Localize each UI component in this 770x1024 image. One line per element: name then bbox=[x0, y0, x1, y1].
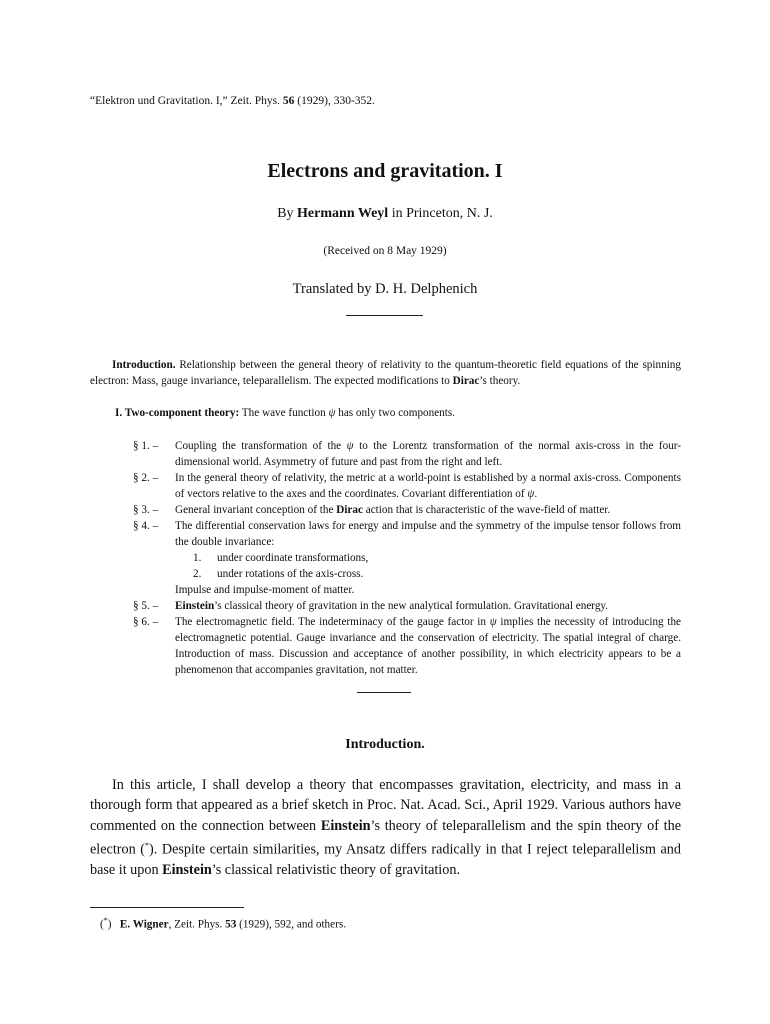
toc-number: § 3. – bbox=[133, 504, 159, 516]
toc-text: Coupling the transformation of the ψ to the Lorentz transformation of the normal axis-cross in the four-dimensional world. Asymmetry of future and past from the right and left. bbox=[175, 440, 681, 468]
footnote-rule bbox=[90, 907, 244, 908]
byline-prefix: By bbox=[277, 206, 298, 221]
introduction-abstract bbox=[90, 357, 681, 389]
name-einstein: Einstein bbox=[175, 600, 215, 612]
toc-text: The differential conservation laws for energy and impulse and the symmetry of the impulse tensor follows from the double invariance: bbox=[175, 520, 681, 548]
title-divider bbox=[346, 315, 423, 316]
toc-text: In the general theory of relativity, the metric at a world-point is established by a normal axis-cross. Components of vectors relative to the axes and the coordinates. Covariant differentiation of ψ. bbox=[175, 472, 681, 500]
toc-text: The electromagnetic field. The indeterminacy of the gauge factor in ψ implies the necessity of introducing the electromagnetic potential. Gauge invariance and the conservation of electricity. The spatial integral of charge. Introduction of mass. Discussion and acceptance of another possibility, in which electricity appears to be a phenomenon that accompanies gravitation, not matter. bbox=[175, 616, 682, 676]
footnote-author: E. Wigner bbox=[119, 918, 169, 931]
toc-item-1 bbox=[133, 438, 681, 470]
footnote-mark: * bbox=[103, 916, 108, 925]
paper-title: Electrons and gravitation. I bbox=[267, 160, 503, 182]
name-einstein: Einstein bbox=[162, 862, 212, 879]
psi-symbol: ψ bbox=[527, 488, 535, 500]
name-einstein: Einstein bbox=[320, 817, 371, 834]
citation bbox=[90, 95, 375, 107]
psi-symbol: ψ bbox=[346, 440, 354, 452]
part-text-end: has only two components. bbox=[335, 407, 456, 419]
footnote-volume: 53 bbox=[225, 918, 237, 931]
subitem-number: 1. bbox=[193, 552, 202, 564]
psi-symbol: ψ bbox=[489, 616, 497, 628]
footnote-marker[interactable]: * bbox=[145, 841, 149, 851]
toc-number: § 1. – bbox=[133, 440, 159, 452]
toc-item-5 bbox=[133, 598, 681, 614]
abstract-text: Relationship between the general theory of relativity to the quantum-theoretic field equations of the spinning electron: Mass, gauge invariance, teleparallelism. The expected modifications to bbox=[90, 359, 681, 387]
toc-divider bbox=[357, 692, 411, 693]
author-affiliation: in Princeton, N. J. bbox=[388, 206, 493, 221]
translator-line: Translated by D. H. Delphenich bbox=[292, 281, 478, 297]
section-heading: Introduction. bbox=[345, 737, 425, 752]
citation-pages: (1929), 330-352. bbox=[294, 95, 375, 107]
footnote: (*) E. Wigner, Zeit. Phys. 53 (1929), 592, and others. bbox=[100, 916, 346, 931]
subitem-text: under rotations of the axis-cross. bbox=[217, 568, 364, 580]
toc-subitem bbox=[133, 566, 681, 582]
body-paragraph: In this article, I shall develop a theory that encompasses gravitation, electricity, and mass in a thorough form that appeared as a brief sketch in Proc. Nat. Acad. Sci., April 1929. Various authors have commented on the connection between Einstein’s theory of teleparallelism and the spin theory of the electron (*). Despite certain similarities, my Ansatz differs radically in that I reject teleparallelism and base it upon Einstein’s classical relativistic theory of gravitation. bbox=[90, 777, 681, 879]
psi-symbol: ψ bbox=[328, 407, 336, 419]
toc-item-6 bbox=[133, 614, 681, 678]
toc-text: General invariant conception of the Dirac action that is characteristic of the wave-field of matter. bbox=[175, 504, 611, 516]
toc-item-4-tail: Impulse and impulse-moment of matter. bbox=[175, 584, 355, 596]
toc-subitem bbox=[133, 550, 681, 566]
toc-number: § 2. – bbox=[133, 472, 159, 484]
table-of-contents bbox=[133, 438, 681, 678]
citation-text: “Elektron und Gravitation. I,” Zeit. Phys. bbox=[90, 95, 283, 107]
citation-volume: 56 bbox=[282, 95, 295, 107]
subitem-text: under coordinate transformations, bbox=[217, 552, 369, 564]
toc-text: Einstein’s classical theory of gravitation in the new analytical formulation. Gravitational energy. bbox=[175, 600, 609, 612]
toc-number: § 6. – bbox=[133, 616, 159, 628]
part-label: I. Two-component theory: bbox=[115, 407, 240, 419]
name-dirac: Dirac bbox=[336, 504, 363, 516]
toc-number: § 4. – bbox=[133, 520, 159, 532]
abstract-name-dirac: Dirac bbox=[452, 375, 480, 387]
part-text: The wave function bbox=[239, 407, 329, 419]
toc-item-4 bbox=[133, 518, 681, 550]
toc-item-3 bbox=[133, 502, 681, 518]
abstract-text-end: ’s theory. bbox=[479, 375, 521, 387]
author-name: Hermann Weyl bbox=[297, 206, 389, 221]
abstract-label: Introduction. bbox=[112, 359, 176, 371]
subitem-number: 2. bbox=[193, 568, 202, 580]
byline bbox=[0, 206, 770, 222]
toc-item-2 bbox=[133, 470, 681, 502]
toc-number: § 5. – bbox=[133, 600, 159, 612]
part-heading bbox=[115, 405, 455, 421]
received-date: (Received on 8 May 1929) bbox=[323, 245, 447, 257]
